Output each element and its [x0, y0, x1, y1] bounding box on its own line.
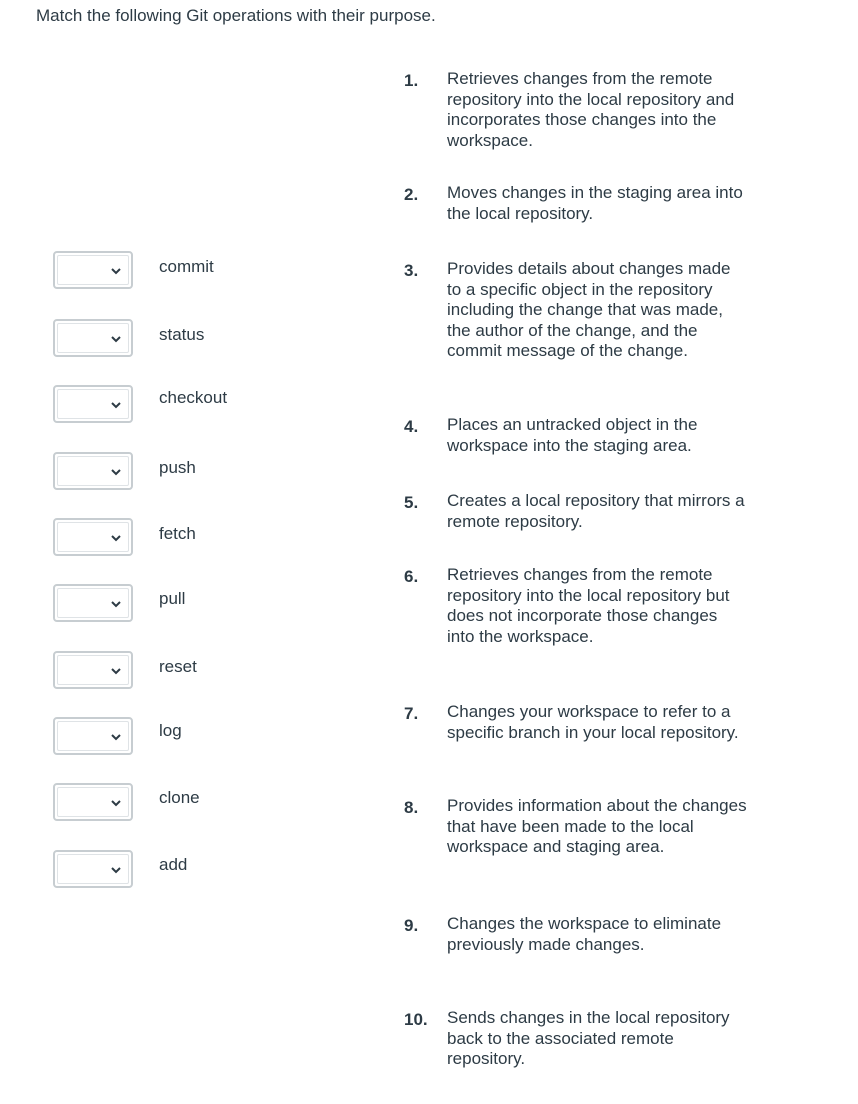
term-label: clone: [159, 788, 200, 807]
answer-number: 9.: [404, 916, 419, 935]
term-label: commit: [159, 257, 214, 276]
chevron-down-icon: [111, 799, 121, 807]
answer-description: Provides details about changes made to a specific object in the repository including the change that was made, the author of the change, and the commit message of the change.: [447, 259, 731, 361]
term-list: [0, 0, 380, 1104]
term-label: checkout: [159, 388, 228, 407]
answer-number: 6.: [404, 567, 419, 586]
answer-number: 10.: [404, 1010, 428, 1029]
answer-description: Provides information about the changes that have been made to the local workspace and staging area.: [447, 796, 747, 857]
answer-select-status[interactable]: [53, 319, 133, 357]
answer-list: [400, 0, 850, 1104]
term-row-add: [53, 850, 373, 892]
answer-select-clone[interactable]: [53, 783, 133, 821]
term-label: reset: [159, 657, 197, 676]
answer-select-add[interactable]: [53, 850, 133, 888]
answer-select-push[interactable]: [53, 452, 133, 490]
term-row-checkout: [53, 385, 373, 427]
answer-description: Retrieves changes from the remote repository into the local repository and incorporates those changes into the workspace.: [447, 69, 735, 150]
answer-number: 4.: [404, 417, 419, 436]
term-row-fetch: [53, 518, 373, 560]
chevron-down-icon: [111, 267, 121, 275]
term-label: fetch: [159, 524, 196, 543]
term-row-clone: [53, 783, 373, 825]
answer-select-log[interactable]: [53, 717, 133, 755]
term-row-reset: [53, 651, 373, 693]
answer-select-pull[interactable]: [53, 584, 133, 622]
chevron-down-icon: [111, 468, 121, 476]
answer-select-reset[interactable]: [53, 651, 133, 689]
term-row-commit: [53, 251, 373, 293]
term-row-status: [53, 319, 373, 361]
answer-description: Moves changes in the staging area into the local repository.: [447, 183, 743, 223]
term-row-push: [53, 452, 373, 494]
term-row-pull: [53, 584, 373, 626]
answer-number: 1.: [404, 71, 419, 90]
answer-select-checkout[interactable]: [53, 385, 133, 423]
answer-description: Sends changes in the local repository back to the associated remote repository.: [447, 1008, 730, 1069]
answer-select-fetch[interactable]: [53, 518, 133, 556]
chevron-down-icon: [111, 534, 121, 542]
answer-description: Changes the workspace to eliminate previously made changes.: [447, 914, 722, 954]
chevron-down-icon: [111, 600, 121, 608]
answer-description: Places an untracked object in the workspace into the staging area.: [447, 415, 698, 455]
term-label: log: [159, 721, 182, 740]
term-row-log: [53, 717, 373, 759]
answer-number: 5.: [404, 493, 419, 512]
chevron-down-icon: [111, 335, 121, 343]
answer-description: Changes your workspace to refer to a specific branch in your local repository.: [447, 702, 739, 742]
chevron-down-icon: [111, 667, 121, 675]
chevron-down-icon: [111, 733, 121, 741]
chevron-down-icon: [111, 866, 121, 874]
answer-number: 7.: [404, 704, 419, 723]
chevron-down-icon: [111, 401, 121, 409]
answer-select-commit[interactable]: [53, 251, 133, 289]
term-label: push: [159, 458, 196, 477]
term-label: status: [159, 325, 205, 344]
answer-number: 8.: [404, 798, 419, 817]
term-label: pull: [159, 589, 186, 608]
answer-description: Retrieves changes from the remote repository into the local repository but does not incorporate those changes into the workspace.: [447, 565, 730, 646]
question-prompt: Match the following Git operations with their purpose.: [36, 6, 436, 25]
term-label: add: [159, 855, 188, 874]
answer-description: Creates a local repository that mirrors a remote repository.: [447, 491, 745, 531]
answer-number: 3.: [404, 261, 419, 280]
answer-number: 2.: [404, 185, 419, 204]
